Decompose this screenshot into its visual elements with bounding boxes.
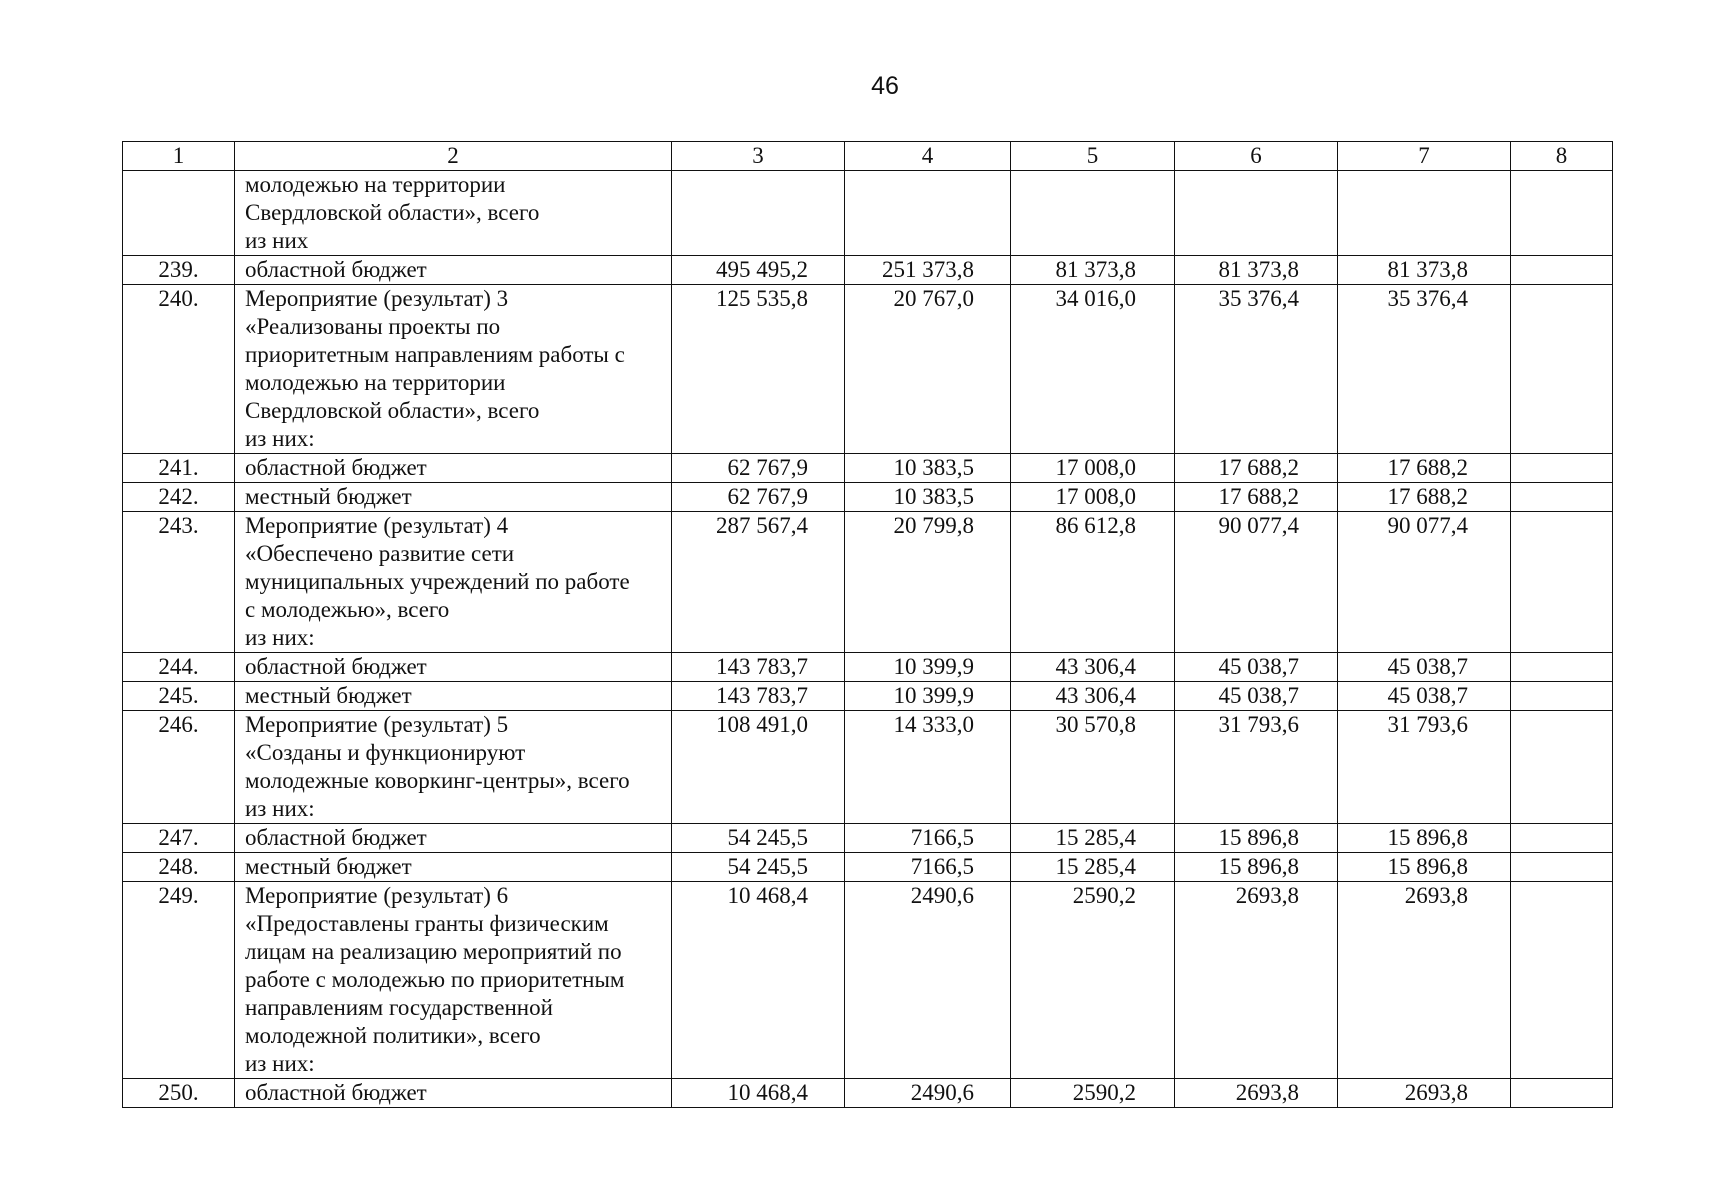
row-name-line: из них: — [245, 796, 315, 821]
value-cell-col4: 20 799,8 — [845, 512, 1011, 653]
value-cell-col6: 45 038,7 — [1175, 682, 1338, 711]
row-name-line: областной бюджет — [245, 455, 427, 480]
budget-table — [122, 141, 1613, 1108]
row-number: 241. — [123, 454, 235, 483]
value-cell-col5 — [1011, 171, 1175, 256]
row-name — [235, 285, 672, 454]
row-number: 242. — [123, 483, 235, 512]
value-cell-col8 — [1511, 882, 1613, 1079]
value-cell-col3: 143 783,7 — [672, 653, 845, 682]
value-cell-col4: 7166,5 — [845, 824, 1011, 853]
row-name-line: «Созданы и функционируют — [245, 740, 526, 765]
row-name-line: молодежной политики», всего — [245, 1023, 541, 1048]
row-name-line: из них: — [245, 625, 315, 650]
column-header: 3 — [672, 142, 845, 171]
column-header: 6 — [1175, 142, 1338, 171]
row-name-line: Мероприятие (результат) 3 — [245, 286, 509, 311]
table-row — [123, 285, 1613, 454]
row-number: 248. — [123, 853, 235, 882]
value-cell-col4: 10 399,9 — [845, 653, 1011, 682]
value-cell-col8 — [1511, 512, 1613, 653]
row-number: 247. — [123, 824, 235, 853]
row-name-line: Мероприятие (результат) 6 — [245, 883, 509, 908]
value-cell-col5: 15 285,4 — [1011, 824, 1175, 853]
value-cell-col3: 54 245,5 — [672, 824, 845, 853]
value-cell-col4: 2490,6 — [845, 882, 1011, 1079]
row-number: 243. — [123, 512, 235, 653]
value-cell-col7: 81 373,8 — [1338, 256, 1511, 285]
value-cell-col3: 143 783,7 — [672, 682, 845, 711]
value-cell-col7: 17 688,2 — [1338, 483, 1511, 512]
value-cell-col7: 45 038,7 — [1338, 653, 1511, 682]
row-name — [235, 711, 672, 824]
table-row — [123, 682, 1613, 711]
row-number: 240. — [123, 285, 235, 454]
table-row — [123, 882, 1613, 1079]
value-cell-col4 — [845, 171, 1011, 256]
value-cell-col4: 10 383,5 — [845, 483, 1011, 512]
value-cell-col4: 20 767,0 — [845, 285, 1011, 454]
value-cell-col6 — [1175, 171, 1338, 256]
value-cell-col4: 14 333,0 — [845, 711, 1011, 824]
row-number: 250. — [123, 1079, 235, 1108]
value-cell-col7: 90 077,4 — [1338, 512, 1511, 653]
value-cell-col4: 10 399,9 — [845, 682, 1011, 711]
table-row — [123, 454, 1613, 483]
row-name-line: молодежью на территории — [245, 370, 506, 395]
row-name-line: Мероприятие (результат) 4 — [245, 513, 509, 538]
value-cell-col3 — [672, 171, 845, 256]
row-name — [235, 512, 672, 653]
row-name-line: Мероприятие (результат) 5 — [245, 712, 509, 737]
value-cell-col8 — [1511, 711, 1613, 824]
header-row — [123, 142, 1613, 171]
table-row — [123, 853, 1613, 882]
row-name — [235, 853, 672, 882]
table-row — [123, 256, 1613, 285]
value-cell-col8 — [1511, 256, 1613, 285]
row-name-line: «Предоставлены гранты физическим — [245, 911, 609, 936]
row-name-line: молодежные коворкинг-центры», всего — [245, 768, 630, 793]
row-name-line: молодежью на территории — [245, 172, 506, 197]
table-row — [123, 171, 1613, 256]
value-cell-col3: 287 567,4 — [672, 512, 845, 653]
value-cell-col6: 45 038,7 — [1175, 653, 1338, 682]
table-row — [123, 483, 1613, 512]
value-cell-col3: 495 495,2 — [672, 256, 845, 285]
value-cell-col5: 30 570,8 — [1011, 711, 1175, 824]
column-header: 4 — [845, 142, 1011, 171]
row-name — [235, 653, 672, 682]
value-cell-col8 — [1511, 853, 1613, 882]
row-name-line: местный бюджет — [245, 484, 412, 509]
value-cell-col8 — [1511, 1079, 1613, 1108]
value-cell-col3: 125 535,8 — [672, 285, 845, 454]
row-name-line: Свердловской области», всего — [245, 398, 540, 423]
row-name — [235, 1079, 672, 1108]
column-header: 8 — [1511, 142, 1613, 171]
value-cell-col5: 86 612,8 — [1011, 512, 1175, 653]
value-cell-col8 — [1511, 454, 1613, 483]
value-cell-col5: 15 285,4 — [1011, 853, 1175, 882]
value-cell-col8 — [1511, 171, 1613, 256]
value-cell-col7: 2693,8 — [1338, 1079, 1511, 1108]
value-cell-col7 — [1338, 171, 1511, 256]
row-name-line: лицам на реализацию мероприятий по — [245, 939, 622, 964]
value-cell-col5: 43 306,4 — [1011, 653, 1175, 682]
value-cell-col7: 35 376,4 — [1338, 285, 1511, 454]
row-name-line: местный бюджет — [245, 683, 412, 708]
row-number — [123, 171, 235, 256]
value-cell-col5: 43 306,4 — [1011, 682, 1175, 711]
row-name — [235, 682, 672, 711]
table-body — [123, 142, 1613, 1108]
value-cell-col4: 251 373,8 — [845, 256, 1011, 285]
row-name-line: Свердловской области», всего — [245, 200, 540, 225]
value-cell-col6: 31 793,6 — [1175, 711, 1338, 824]
value-cell-col3: 62 767,9 — [672, 454, 845, 483]
value-cell-col5: 2590,2 — [1011, 1079, 1175, 1108]
table-row — [123, 824, 1613, 853]
row-name-line: муниципальных учреждений по работе — [245, 569, 630, 594]
value-cell-col3: 54 245,5 — [672, 853, 845, 882]
value-cell-col3: 62 767,9 — [672, 483, 845, 512]
value-cell-col5: 17 008,0 — [1011, 483, 1175, 512]
table-row — [123, 711, 1613, 824]
value-cell-col4: 10 383,5 — [845, 454, 1011, 483]
row-number: 249. — [123, 882, 235, 1079]
value-cell-col8 — [1511, 483, 1613, 512]
row-name-line: областной бюджет — [245, 1080, 427, 1105]
table-row — [123, 512, 1613, 653]
column-header: 2 — [235, 142, 672, 171]
row-name-line: из них: — [245, 1051, 315, 1076]
row-name-line: работе с молодежью по приоритетным — [245, 967, 625, 992]
value-cell-col7: 2693,8 — [1338, 882, 1511, 1079]
row-name-line: направлениям государственной — [245, 995, 553, 1020]
value-cell-col7: 45 038,7 — [1338, 682, 1511, 711]
row-number: 244. — [123, 653, 235, 682]
value-cell-col6: 81 373,8 — [1175, 256, 1338, 285]
value-cell-col7: 31 793,6 — [1338, 711, 1511, 824]
row-number: 245. — [123, 682, 235, 711]
value-cell-col6: 15 896,8 — [1175, 824, 1338, 853]
value-cell-col7: 15 896,8 — [1338, 824, 1511, 853]
value-cell-col6: 2693,8 — [1175, 1079, 1338, 1108]
row-name-line: местный бюджет — [245, 854, 412, 879]
column-header: 1 — [123, 142, 235, 171]
value-cell-col3: 10 468,4 — [672, 882, 845, 1079]
row-name-line: «Реализованы проекты по — [245, 314, 501, 339]
row-name — [235, 483, 672, 512]
value-cell-col7: 17 688,2 — [1338, 454, 1511, 483]
value-cell-col8 — [1511, 824, 1613, 853]
row-name — [235, 454, 672, 483]
row-name-line: с молодежью», всего — [245, 597, 450, 622]
row-name-line: областной бюджет — [245, 825, 427, 850]
value-cell-col7: 15 896,8 — [1338, 853, 1511, 882]
row-name-line: приоритетным направлениям работы с — [245, 342, 625, 367]
row-name — [235, 824, 672, 853]
value-cell-col4: 7166,5 — [845, 853, 1011, 882]
row-number: 239. — [123, 256, 235, 285]
table-row — [123, 1079, 1613, 1108]
column-header: 5 — [1011, 142, 1175, 171]
row-name-line: из них: — [245, 426, 315, 451]
value-cell-col8 — [1511, 285, 1613, 454]
row-name-line: областной бюджет — [245, 257, 427, 282]
value-cell-col6: 35 376,4 — [1175, 285, 1338, 454]
value-cell-col6: 17 688,2 — [1175, 454, 1338, 483]
value-cell-col8 — [1511, 653, 1613, 682]
row-number: 246. — [123, 711, 235, 824]
row-name — [235, 171, 672, 256]
value-cell-col5: 81 373,8 — [1011, 256, 1175, 285]
row-name-line: «Обеспечено развитие сети — [245, 541, 515, 566]
row-name — [235, 882, 672, 1079]
page-number: 46 — [871, 72, 899, 100]
column-header: 7 — [1338, 142, 1511, 171]
row-name-line: из них — [245, 228, 309, 253]
value-cell-col6: 17 688,2 — [1175, 483, 1338, 512]
value-cell-col4: 2490,6 — [845, 1079, 1011, 1108]
value-cell-col5: 34 016,0 — [1011, 285, 1175, 454]
value-cell-col6: 15 896,8 — [1175, 853, 1338, 882]
value-cell-col3: 108 491,0 — [672, 711, 845, 824]
value-cell-col6: 90 077,4 — [1175, 512, 1338, 653]
value-cell-col3: 10 468,4 — [672, 1079, 845, 1108]
value-cell-col8 — [1511, 682, 1613, 711]
row-name-line: областной бюджет — [245, 654, 427, 679]
table-row — [123, 653, 1613, 682]
value-cell-col5: 2590,2 — [1011, 882, 1175, 1079]
value-cell-col5: 17 008,0 — [1011, 454, 1175, 483]
row-name — [235, 256, 672, 285]
value-cell-col6: 2693,8 — [1175, 882, 1338, 1079]
